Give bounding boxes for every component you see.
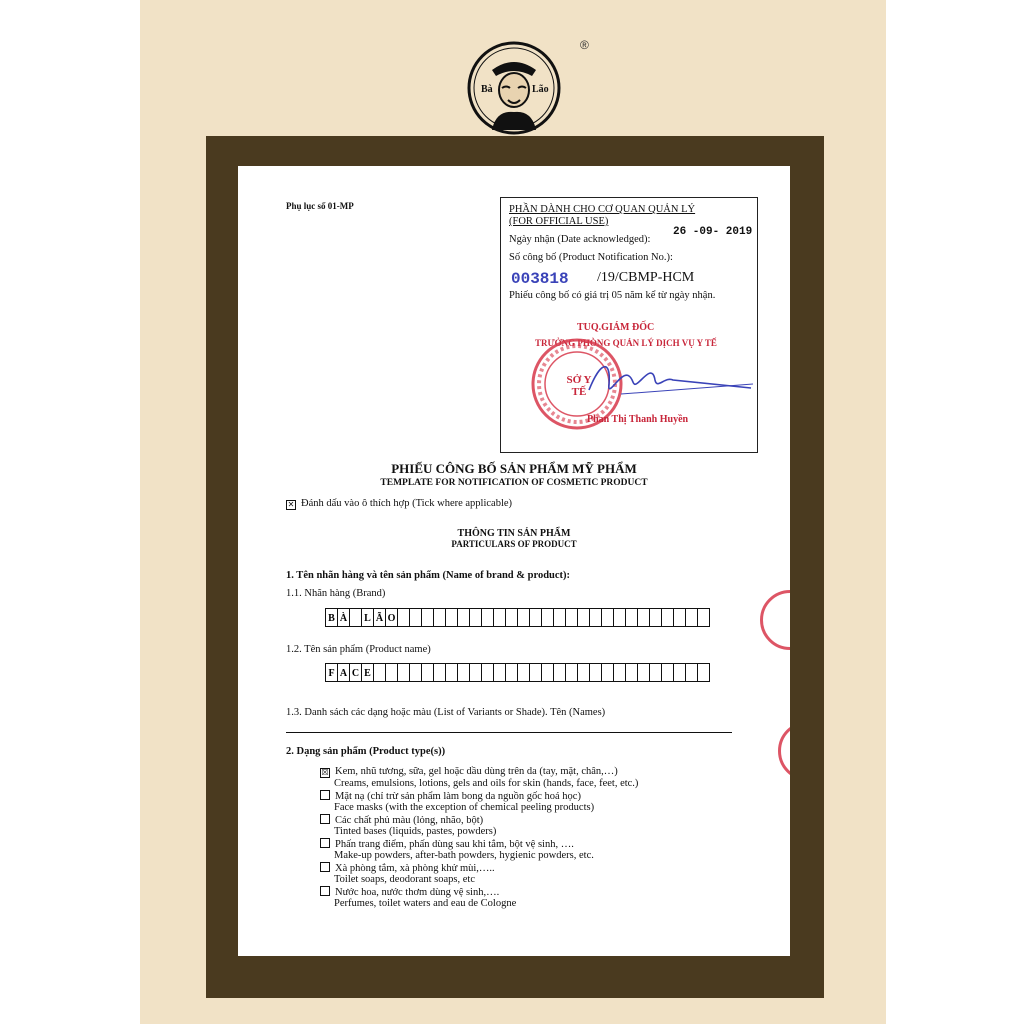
tick-note-text: Đánh dấu vào ô thích hợp (Tick where applicable): [301, 498, 513, 509]
question-2: 2. Dạng sản phẩm (Product type(s)): [286, 746, 446, 757]
letter-box: F: [325, 663, 338, 682]
form-title: PHIẾU CÔNG BỐ SẢN PHẨM MỸ PHẨM: [391, 461, 637, 476]
question-1: 1. Tên nhãn hàng và tên sản phẩm (Name of brand & product):: [286, 570, 571, 581]
product-type-vi: Nước hoa, nước thơm dùng vệ sinh,….: [335, 887, 500, 898]
product-type-option: [320, 766, 618, 778]
product-type-option: [320, 862, 495, 874]
registered-mark: ®: [580, 38, 589, 52]
letter-box: A: [337, 663, 350, 682]
official-heading: PHẦN DÀNH CHO CƠ QUAN QUẢN LÝ: [509, 204, 696, 215]
checked-box-icon: ✕: [287, 500, 295, 509]
product-type-en: Tinted bases (liquids, pastes, powders): [334, 826, 497, 837]
signature-icon: [581, 350, 757, 414]
product-type-vi: Các chất phủ màu (lỏng, nhão, bột): [335, 815, 484, 826]
question-1-3: 1.3. Danh sách các dạng hoặc màu (List of Variants or Shade). Tên (Names): [286, 707, 606, 718]
notification-number-stamp: 003818: [511, 270, 569, 288]
product-type-vi: Kem, nhũ tương, sữa, gel hoặc dầu dùng trên da (tay, mặt, chân,…): [335, 766, 618, 777]
appendix-label: Phụ lục số 01-MP: [286, 201, 354, 211]
brand-boxes: [326, 608, 710, 627]
product-type-option: [320, 838, 574, 850]
product-name-boxes: [326, 663, 710, 682]
notification-form: [238, 166, 790, 956]
seal-text: SỞ Y TẾ: [566, 374, 592, 398]
official-use-box: [500, 197, 758, 453]
product-type-en: Toilet soaps, deodorant soaps, etc: [334, 874, 475, 885]
divider: [286, 732, 732, 733]
letter-box: [697, 608, 710, 627]
brand-portrait-logo-icon: [466, 40, 562, 136]
checkbox-icon: [320, 862, 330, 872]
product-type-vi: Phấn trang điểm, phấn dùng sau khi tắm, bột vệ sinh, ….: [335, 839, 574, 850]
checkbox-icon: [320, 790, 330, 800]
side-seal-icon: [760, 590, 790, 650]
product-type-en: Perfumes, toilet waters and eau de Cologne: [334, 898, 517, 909]
letter-box: À: [337, 608, 350, 627]
letter-box: Ã: [373, 608, 386, 627]
tick-note: [286, 498, 512, 510]
form-title-en: TEMPLATE FOR NOTIFICATION OF COSMETIC PRODUCT: [380, 478, 648, 488]
letter-box: O: [385, 608, 398, 627]
section-title: THÔNG TIN SẢN PHẨM: [457, 528, 571, 539]
checkbox-icon: [320, 838, 330, 848]
product-type-vi: Xà phòng tắm, xà phòng khử mùi,…..: [335, 863, 495, 874]
signer-name: Phan Thị Thanh Huyền: [587, 414, 689, 425]
product-type-option: [320, 886, 499, 898]
checkbox-icon: [320, 886, 330, 896]
date-stamp: 26 -09- 2019: [673, 226, 753, 238]
product-type-vi: Mặt nạ (chỉ trừ sản phẩm làm bong da nguồn gốc hoá học): [335, 791, 581, 802]
number-label: Số công bố (Product Notification No.):: [509, 252, 673, 263]
side-seal-icon: [778, 721, 790, 781]
validity-note: Phiếu công bố có giá trị 05 năm kể từ ngày nhận.: [509, 290, 716, 301]
logo-text-left: Bà: [481, 84, 493, 95]
letter-box: L: [361, 608, 374, 627]
letter-box: C: [349, 663, 362, 682]
letter-box: B: [325, 608, 338, 627]
letter-box: E: [361, 663, 374, 682]
section-title-en: PARTICULARS OF PRODUCT: [451, 539, 577, 549]
official-heading-en: (FOR OFFICIAL USE): [509, 216, 609, 227]
product-type-option: [320, 790, 581, 802]
question-1-2: 1.2. Tên sản phẩm (Product name): [286, 644, 431, 655]
date-label: Ngày nhận (Date acknowledged):: [509, 234, 651, 245]
logo-text-right: Lão: [532, 84, 549, 95]
product-type-option: [320, 814, 483, 826]
product-type-en: Face masks (with the exception of chemical peeling products): [334, 802, 595, 813]
checked-box-icon: ☒: [321, 768, 329, 777]
question-1-1: 1.1. Nhãn hàng (Brand): [286, 588, 386, 599]
signer-title-2: TRƯỞNG PHÒNG QUẢN LÝ DỊCH VỤ Y TẾ: [535, 338, 717, 348]
letter-box: [697, 663, 710, 682]
signer-title-1: TUQ.GIÁM ĐỐC: [577, 322, 655, 333]
product-type-en: Creams, emulsions, lotions, gels and oils for skin (hands, face, feet, etc.): [334, 778, 639, 789]
checkbox-icon: [320, 814, 330, 824]
notification-number-suffix: /19/CBMP-HCM: [597, 270, 695, 285]
product-type-en: Make-up powders, after-bath powders, hygienic powders, etc.: [334, 850, 594, 861]
